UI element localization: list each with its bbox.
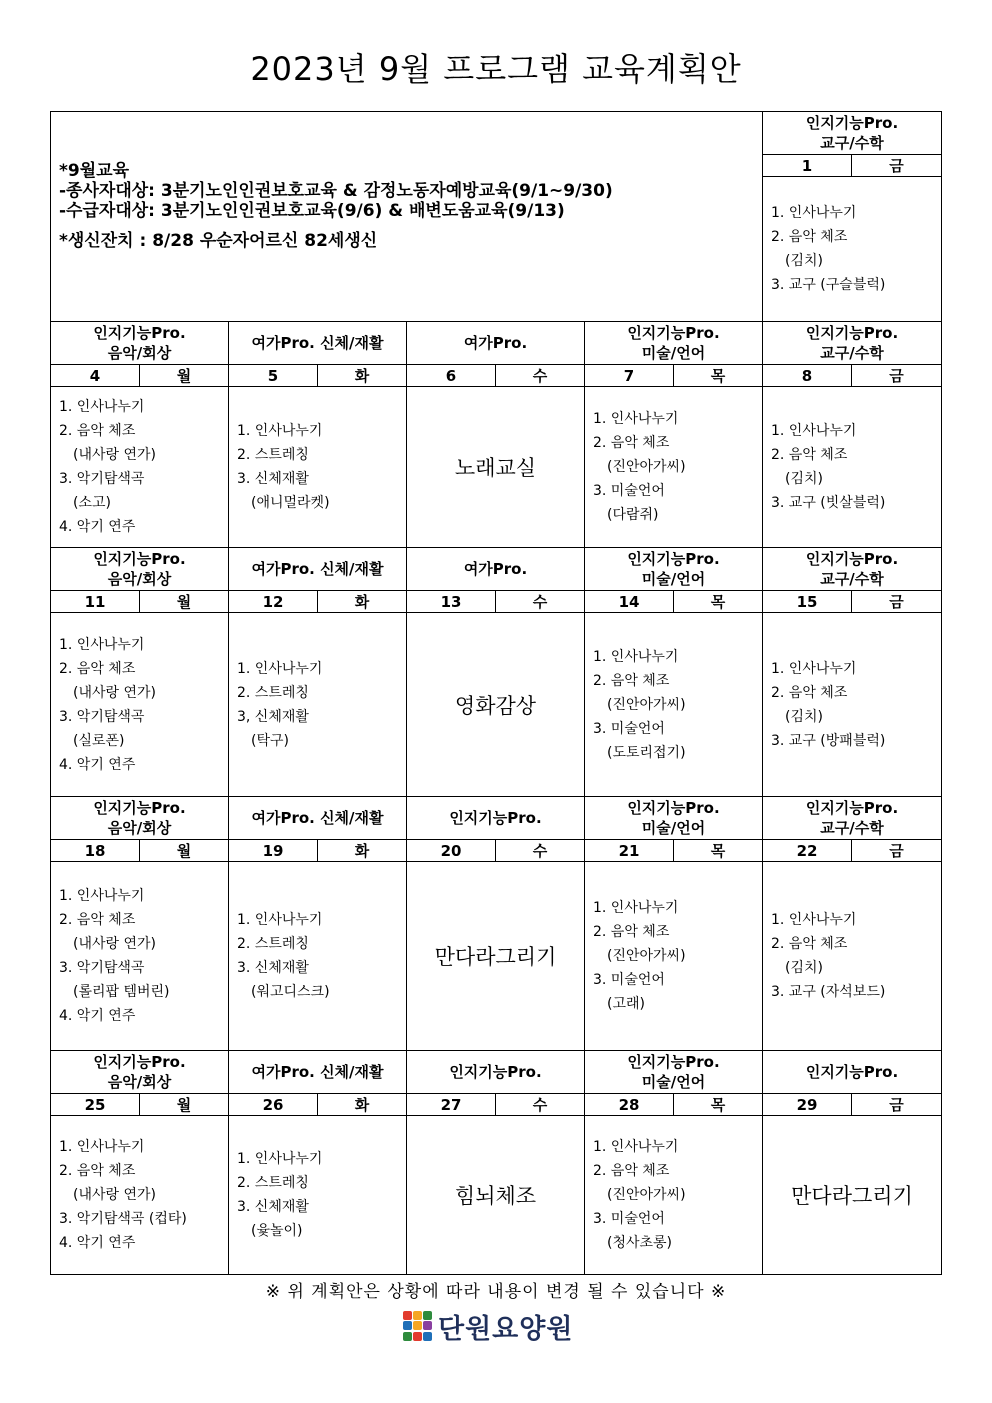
day-number: 20 <box>407 840 496 862</box>
program-header: 인지기능Pro. 교구/수학 <box>763 548 942 591</box>
program-header: 인지기능Pro. 교구/수학 <box>763 322 942 365</box>
notice-line: *9월교육 <box>59 161 129 181</box>
weekday: 금 <box>852 365 942 387</box>
weekday: 화 <box>318 365 407 387</box>
program-items: 1. 인사나누기 2. 스트레칭 3. 신체재활 (워고디스크) <box>229 862 407 1051</box>
weekday: 월 <box>140 365 229 387</box>
weekday: 화 <box>318 840 407 862</box>
logo-tile <box>423 1332 432 1341</box>
footer-note: ※ 위 계획안은 상황에 따라 내용이 변경 될 수 있습니다 ※ <box>265 1282 727 1302</box>
day-number: 1 <box>763 155 852 177</box>
notice-line: -종사자대상: 3분기노인인권보호교육 & 감정노동자예방교육(9/1~9/30) <box>59 181 613 201</box>
program-header: 인지기능Pro. <box>763 1051 942 1094</box>
weekday: 목 <box>674 591 763 613</box>
day-number: 6 <box>407 365 496 387</box>
program-header: 인지기능Pro. 음악/회상 <box>51 548 229 591</box>
weekday: 금 <box>852 155 942 177</box>
program-items: 1. 인사나누기 2. 음악 체조 (김치) 3. 교구 (방패블럭) <box>763 613 942 797</box>
program-items: 1. 인사나누기 2. 음악 체조 (내사랑 연가) 3. 악기탐색곡 (소고) 4. 악기 연주 <box>51 387 229 548</box>
logo-tile <box>423 1321 432 1330</box>
program-header: 여가Pro. 신체/재활 <box>229 797 407 840</box>
activity-title: 영화감상 <box>407 613 585 797</box>
day-number: 21 <box>585 840 674 862</box>
day-number: 8 <box>763 365 852 387</box>
program-header: 인지기능Pro. 음악/회상 <box>51 1051 229 1094</box>
weekday: 목 <box>674 1094 763 1116</box>
weekday: 수 <box>496 840 585 862</box>
program-items: 1. 인사나누기 2. 음악 체조 (내사랑 연가) 3. 악기탐색곡 (롤리팝 템버린) 4. 악기 연주 <box>51 862 229 1051</box>
logo-name: 단원요양원 <box>438 1313 574 1345</box>
program-header: 인지기능Pro. 교구/수학 <box>763 112 942 155</box>
program-header: 인지기능Pro. 음악/회상 <box>51 797 229 840</box>
program-items: 1. 인사나누기 2. 음악 체조 (김치) 3. 교구 (구슬블럭) <box>763 177 942 322</box>
program-items: 1. 인사나누기 2. 음악 체조 (진안아가씨) 3. 미술언어 (다람쥐) <box>585 387 763 548</box>
program-header: 여가Pro. <box>407 548 585 591</box>
weekday: 화 <box>318 1094 407 1116</box>
program-header: 인지기능Pro. <box>407 1051 585 1094</box>
program-items: 1. 인사나누기 2. 음악 체조 (김치) 3. 교구 (자석보드) <box>763 862 942 1051</box>
program-items: 1. 인사나누기 2. 음악 체조 (내사랑 연가) 3. 악기탐색곡 (실로폰) 4. 악기 연주 <box>51 613 229 797</box>
day-number: 15 <box>763 591 852 613</box>
program-items: 1. 인사나누기 2. 스트레칭 3. 신체재활 (윷놀이) <box>229 1116 407 1275</box>
day-number: 25 <box>51 1094 140 1116</box>
weekday: 수 <box>496 591 585 613</box>
weekday: 수 <box>496 365 585 387</box>
day-number: 7 <box>585 365 674 387</box>
program-header: 인지기능Pro. <box>407 797 585 840</box>
program-header: 여가Pro. <box>407 322 585 365</box>
activity-title: 힘뇌체조 <box>407 1116 585 1275</box>
page-title: 2023년 9월 프로그램 교육계획안 <box>250 50 742 88</box>
day-number: 26 <box>229 1094 318 1116</box>
program-items: 1. 인사나누기 2. 음악 체조 (진안아가씨) 3. 미술언어 (청사초롱) <box>585 1116 763 1275</box>
weekday: 월 <box>140 1094 229 1116</box>
program-header: 여가Pro. 신체/재활 <box>229 322 407 365</box>
weekday: 월 <box>140 591 229 613</box>
logo-tile <box>413 1321 422 1330</box>
day-number: 14 <box>585 591 674 613</box>
day-number: 29 <box>763 1094 852 1116</box>
program-header: 인지기능Pro. 교구/수학 <box>763 797 942 840</box>
logo-tile <box>423 1311 432 1320</box>
program-header: 인지기능Pro. 미술/언어 <box>585 548 763 591</box>
day-number: 4 <box>51 365 140 387</box>
day-number: 19 <box>229 840 318 862</box>
day-number: 5 <box>229 365 318 387</box>
weekly-schedule-table <box>50 111 942 1275</box>
program-header: 인지기능Pro. 미술/언어 <box>585 1051 763 1094</box>
program-header: 인지기능Pro. 미술/언어 <box>585 322 763 365</box>
logo-tile <box>413 1311 422 1320</box>
logo-tile <box>413 1332 422 1341</box>
program-items: 1. 인사나누기 2. 음악 체조 (내사랑 연가) 3. 악기탐색곡 (컵타) 4. 악기 연주 <box>51 1116 229 1275</box>
program-header: 여가Pro. 신체/재활 <box>229 1051 407 1094</box>
activity-title: 만다라그리기 <box>763 1116 942 1275</box>
weekday: 목 <box>674 840 763 862</box>
weekday: 월 <box>140 840 229 862</box>
weekday: 금 <box>852 840 942 862</box>
weekday: 금 <box>852 1094 942 1116</box>
logo-tile <box>403 1311 412 1320</box>
activity-title: 만다라그리기 <box>407 862 585 1051</box>
day-number: 11 <box>51 591 140 613</box>
day-number: 22 <box>763 840 852 862</box>
program-items: 1. 인사나누기 2. 음악 체조 (진안아가씨) 3. 미술언어 (도토리접기) <box>585 613 763 797</box>
weekday: 금 <box>852 591 942 613</box>
program-header: 인지기능Pro. 음악/회상 <box>51 322 229 365</box>
logo-tile <box>403 1332 412 1341</box>
logo-tile <box>403 1321 412 1330</box>
logo-icon <box>403 1311 433 1341</box>
day-number: 13 <box>407 591 496 613</box>
weekday: 화 <box>318 591 407 613</box>
logo <box>403 1309 573 1343</box>
program-items: 1. 인사나누기 2. 스트레칭 3, 신체재활 (탁구) <box>229 613 407 797</box>
activity-title: 노래교실 <box>407 387 585 548</box>
notice-line: -수급자대상: 3분기노인인권보호교육(9/6) & 배변도움교육(9/13) <box>59 201 565 221</box>
day-number: 18 <box>51 840 140 862</box>
day-number: 27 <box>407 1094 496 1116</box>
day-number: 28 <box>585 1094 674 1116</box>
day-number: 12 <box>229 591 318 613</box>
program-header: 여가Pro. 신체/재활 <box>229 548 407 591</box>
notice-line: *생신잔치 : 8/28 우순자어르신 82세생신 <box>59 231 378 251</box>
weekday: 목 <box>674 365 763 387</box>
program-items: 1. 인사나누기 2. 스트레칭 3. 신체재활 (애니멀라켓) <box>229 387 407 548</box>
weekday: 수 <box>496 1094 585 1116</box>
program-header: 인지기능Pro. 미술/언어 <box>585 797 763 840</box>
program-items: 1. 인사나누기 2. 음악 체조 (진안아가씨) 3. 미술언어 (고래) <box>585 862 763 1051</box>
program-items: 1. 인사나누기 2. 음악 체조 (김치) 3. 교구 (빗살블럭) <box>763 387 942 548</box>
notice-box <box>51 112 763 322</box>
